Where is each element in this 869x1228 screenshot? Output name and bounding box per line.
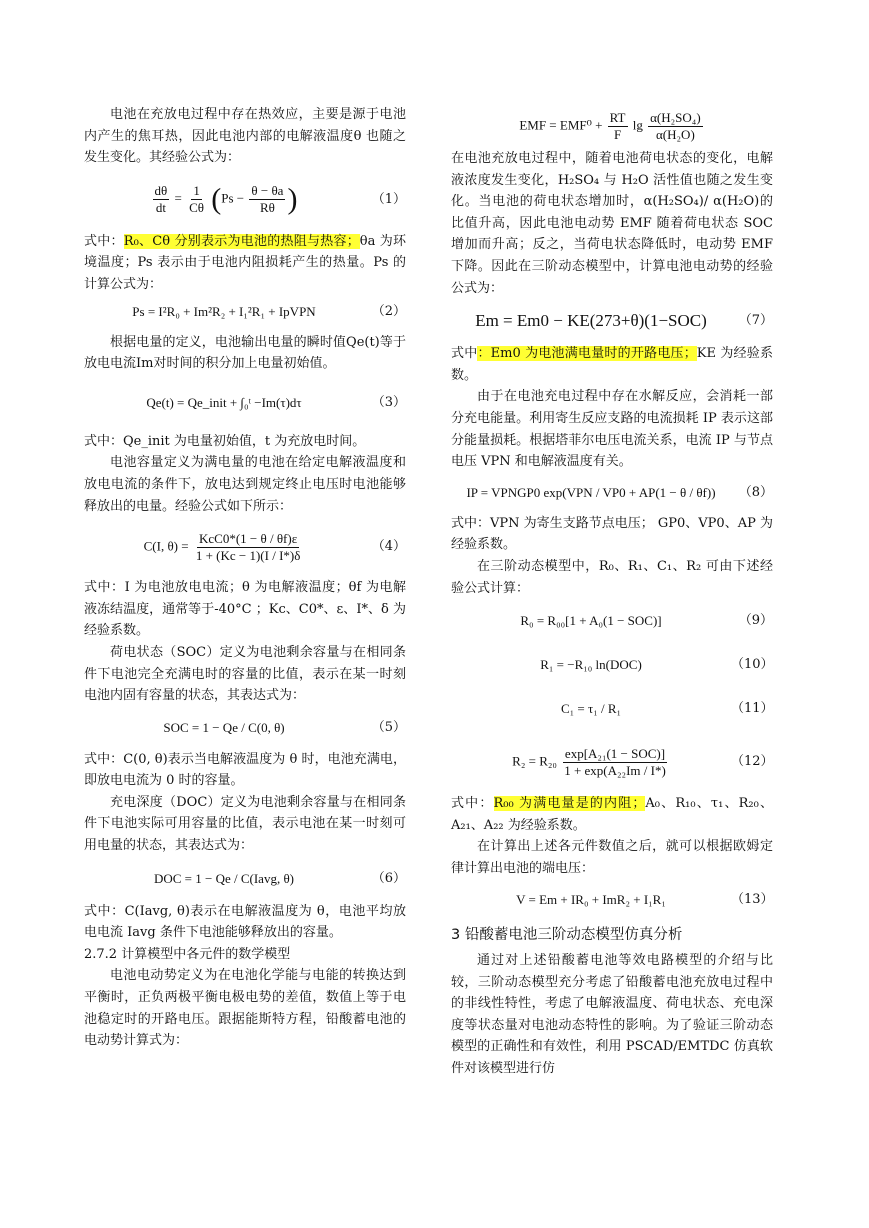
paragraph: 式中：R₀、Cθ 分别表示为电池的热阻与热容；θa 为环境温度；Ps 表示由于电池内阻损耗产生的热量。Ps 的计算公式为： xyxy=(84,233,407,292)
equation-7: Em = Em0 − KE(273+θ)(1−SOC) （7） xyxy=(475,311,773,331)
equation-6: DOC = 1 − Qe / C(Iavg, θ) （6） xyxy=(153,870,406,886)
paragraph: 通过对上述铅酸蓄电池等效电路模型的介绍与比较，三阶动态模型充分考虑了铅酸蓄电池充放电过程中的非线性特性，考虑了电解液温度、荷电状态、充电深度等状态量对电池动态特性的影响。为了验证三阶动态模型的正确性和有效性，利用 PSCAD/EMTDC 仿真软件对该模型进行仿 xyxy=(451,953,773,1077)
equation-12: R₂ = R₂₀ $\frac{\text{exp[A₂₁(1 − SOC)]}}{\text{1 + exp(A₂₂Im / I*)}}$ （12） xyxy=(512,745,774,778)
highlighted-text: R₀₀ 为满电量是的内阻； xyxy=(493,796,646,812)
paragraph: 电池电动势定义为在电池化学能与电能的转换达到平衡时，正负两极平衡电极电势的差值，数值上等于电池稳定时的开路电压。跟据能斯特方程，铅酸蓄电池的电动势计算式为： xyxy=(84,968,406,1049)
equation-emf: EMF = EMF⁰ + $\frac{RT}{F}$ lg $\frac{\text{α(H₂SO₄)}}{\text{α(H₂O)}}$ xyxy=(519,109,701,142)
right-column xyxy=(451,104,773,1080)
paragraph: 式中：R₀₀ 为满电量是的内阻；A₀、R₁₀、τ₁、R₂₀、A₂₁、A₂₂ 为经验系数。 xyxy=(451,796,773,833)
equation-5: SOC = 1 − Qe / C(0, θ) （5） xyxy=(163,719,406,735)
paragraph: 式中：Em0 为电池满电量时的开路电压；KE 为经验系数。 xyxy=(451,346,773,383)
paragraph: 在计算出上述各元件数值之后，就可以根据欧姆定律计算出电池的端电压： xyxy=(451,839,773,876)
paragraph: 由于在电池充电过程中存在水解反应，会消耗一部分充电能量。利用寄生反应支路的电流损耗 IP 表示这部分能量损耗。根据塔菲尔电压电流关系，电流 IP 与节点电压 VPN 和电解液温度有关。 xyxy=(451,389,773,470)
paragraph: 在电池充放电过程中，随着电池荷电状态的变化，电解液浓度发生变化，H₂SO₄ 与 H₂O 活性值也随之发生变化。当电池的荷电状态增加时，α(H₂SO₄)/ α(H₂O)的比值升高，因此电池电动势 EMF 随着荷电状态 SOC 增加而升高；反之，当荷电状态降低时，电动势 EMF 下降。因此在三阶动态模型中，计算电池电动势的经验公式为： xyxy=(451,151,773,296)
paragraph: 式中：C(0, θ)表示当电解液温度为 θ 时，电池充满电，即放电电流为 0 时的容量。 xyxy=(84,751,406,789)
subsection-heading: 2.7.2 计算模型中各元件的数学模型 xyxy=(84,946,291,962)
equation-3: Qe(t) = Qe_init + ∫₀ᵗ −Im(τ)dτ （3） xyxy=(146,394,406,410)
equation-number: （1） xyxy=(371,191,406,207)
highlighted-text: R₀、Cθ 分别表示为电池的热阻与热容； xyxy=(123,233,360,249)
paragraph: 式中：Qe_init 为电量初始值，t 为充放电时间。 xyxy=(84,433,366,449)
paragraph: 根据电量的定义，电池输出电量的瞬时值Qe(t)等于放电电流Im对时间的积分加上电量初始值。 xyxy=(84,334,406,372)
paragraph: 在三阶动态模型中，R₀、R₁、C₁、R₂ 可由下述经验公式计算： xyxy=(451,558,773,596)
equation-11: C₁ = τ₁ / R₁ （11） xyxy=(560,701,774,717)
paragraph: 充电深度（DOC）定义为电池剩余容量与在相同条件下电池实际可用容量的比值，表示电池在某一时刻可用电量的状态，其表达式为： xyxy=(84,794,406,854)
equation-2: Ps = I²R₀ + Im²R₂ + I₁²R₁ + IpVPN （2） xyxy=(132,303,406,319)
equation-8: IP = VPNGP0 exp(VPN / VP0 + AP(1 − θ / θf)) （8） xyxy=(466,484,773,500)
equation-13: V = Em + IR₀ + ImR₂ + I₁R₁ （13） xyxy=(516,891,774,907)
paragraph: 式中：VPN 为寄生支路节点电压； GP0、VP0、AP 为经验系数。 xyxy=(451,515,773,553)
paragraph: 式中：I 为电池放电电流；θ 为电解液温度；θf 为电解液冻结温度，通常等于-40°C ；Kc、C0*、ε、I*、δ 为经验系数。 xyxy=(84,580,406,639)
paragraph: 式中：C(Iavg, θ)表示在电解液温度为 θ，电池平均放电电流 Iavg 条件下电池能够释放出的容量。 xyxy=(84,903,406,941)
equation-1: $\frac{d\theta}{dt}$ = $\frac{1}{C\theta}$ (Ps − $\frac{\theta - \theta a}{R\theta}$ ) （1） xyxy=(154,182,406,216)
paragraph: 荷电状态（SOC）定义为电池剩余容量与在相同条件下电池完全充满电时的容量的比值，表示在某一时刻电池内固有容量的状态，其表达式为： xyxy=(84,644,406,704)
paragraph: 电池容量定义为满电量的电池在给定电解液温度和放电电流的条件下，放电达到规定终止电压时电池能够释放出的电量。经验公式如下所示： xyxy=(84,455,406,514)
section-heading: 3 铅酸蓄电池三阶动态模型仿真分析 xyxy=(451,927,683,944)
highlighted-text: ：Em0 为电池满电量时的开路电压； xyxy=(477,346,697,362)
equation-9: R₀ = R₀₀[1 + A₀(1 − SOC)] （9） xyxy=(520,613,773,629)
left-column xyxy=(84,104,406,1052)
equation-4: C(I, θ) = $\frac{\text{KcC0*(1 − θ / θf)ε}}{1 + (Kc - 1)(I / I*)\delta}$ （4） xyxy=(143,530,406,563)
equation-10: R₁ = −R₁₀ ln(DOC) （10） xyxy=(540,657,774,673)
paragraph: 电池在充放电过程中存在热效应，主要是源于电池内产生的焦耳热，因此电池内部的电解液温度θ 也随之发生变化。其经验公式为： xyxy=(84,107,406,166)
